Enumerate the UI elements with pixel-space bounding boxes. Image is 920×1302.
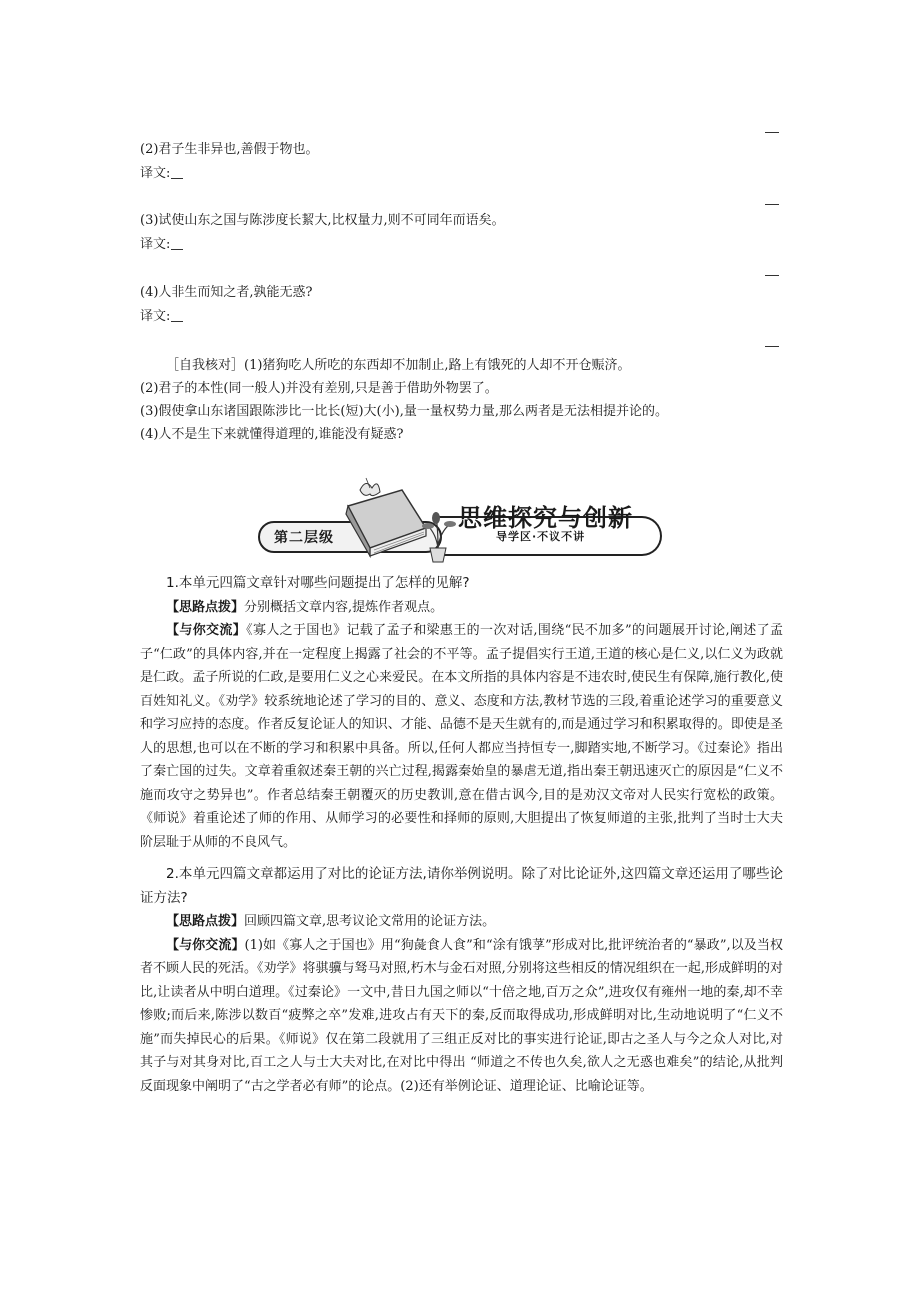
translation-label-text: 译文: <box>140 237 171 252</box>
hint-line <box>140 596 783 620</box>
answer-text: (1)如《寡人之于国也》用“狗彘食人食”和“涂有饿莩”形成对比,批评统治者的“暴政”,以及当权者不顾人民的死活。《劝学》将骐骥与驽马对照,朽木与金石对照,分别将这些相反的情况组织在一起,形成鲜明的对比,让读者从中明白道理。《过秦论》一文中,昔日九国之师以“十倍之地,百万之众”,进攻仅有雍州一地的秦,却不幸惨败;而后来,陈涉以数百“疲弊之卒”发难,进攻占有天下的秦,反而取得成功,形成鲜明对比,生动地说明了“仁义不施”而失掉民心的后果。《师说》仅在第二段就用了三组正反对比的事实进行论证,即古之圣人与今之众人对比,对其子与对其身对比,百工之人与士大夫对比,在对比中得出 “师道之不传也久矣,欲人之无惑也难矣”的结论,从批判反面现象中阐明了“古之学者必有师”的论点。(2)还有举例论证、道理论证、比喻论证等。 <box>140 937 783 1094</box>
answer-line <box>765 204 779 205</box>
translation-label-text: 译文: <box>140 166 171 181</box>
answer-tag: 【与你交流】 <box>166 937 245 953</box>
question-block <box>140 863 783 1098</box>
question-text: 2.本单元四篇文章都运用了对比的论证方法,请你举例说明。除了对比论证外,这四篇文章还运用了哪些论证方法? <box>140 866 783 906</box>
question-text: 1.本单元四篇文章针对哪些问题提出了怎样的见解? <box>166 575 470 591</box>
translation-blank[interactable] <box>171 235 183 250</box>
exercise-sentence: (2)君子生非异也,善假于物也。 <box>140 142 319 157</box>
banner-level: 第二层级 <box>274 530 334 546</box>
translation-blank[interactable] <box>171 164 183 179</box>
translation-blank[interactable] <box>171 307 183 322</box>
hint-tag: 【思路点拨】 <box>166 599 245 615</box>
self-check-line: (4)人不是生下来就懂得道理的,谁能没有疑惑? <box>140 427 404 442</box>
section-banner <box>258 476 662 564</box>
self-check-line: (2)君子的本性(同一般人)并没有差别,只是善于借助外物罢了。 <box>140 381 498 396</box>
exercise-sentence: (4)人非生而知之者,孰能无惑? <box>140 285 313 300</box>
exercise-sentence: (3)试使山东之国与陈涉度长絜大,比权量力,则不可同年而语矣。 <box>140 213 505 228</box>
answer-paragraph <box>140 619 783 854</box>
plant-icon <box>418 504 458 564</box>
hint-line <box>140 910 783 934</box>
answer-tag: 【与你交流】 <box>166 623 247 638</box>
answer-paragraph <box>140 934 783 1099</box>
translation-label <box>140 235 183 255</box>
question-block <box>140 572 783 854</box>
hint-text: 回顾四篇文章,思考议论文常用的论证方法。 <box>244 914 496 929</box>
hint-text: 分别概括文章内容,提炼作者观点。 <box>244 599 444 615</box>
banner-subtitle: 导学区·不议不讲 <box>496 530 586 543</box>
answer-line <box>765 132 779 133</box>
answer-line <box>765 275 779 276</box>
answer-line <box>765 346 779 347</box>
self-check-line: (3)假使拿山东诸国跟陈涉比一比长(短)大(小),量一量权势力量,那么两者是无法相提并论的。 <box>140 404 668 419</box>
banner-title: 思维探究与创新 <box>458 504 633 532</box>
translation-label <box>140 164 183 184</box>
self-check-line: ［自我核对］(1)猪狗吃人所吃的东西却不加制止,路上有饿死的人却不开仓赈济。 <box>166 358 631 373</box>
translation-label-text: 译文: <box>140 309 171 324</box>
answer-text: 《寡人之于国也》记载了孟子和梁惠王的一次对话,围绕“民不加多”的问题展开讨论,阐述了孟子“仁政”的具体内容,并在一定程度上揭露了社会的不平等。孟子提倡实行王道,王道的核心是仁义,以仁义为政就是仁政。孟子所说的仁政,是要用仁义之心来爱民。在本文所指的具体内容是不违农时,使民生有保障,施行教化,使百姓知礼义。《劝学》较系统地论述了学习的目的、意义、态度和方法,教材节选的三段,着重论述学习的重要意义和学习应持的态度。作者反复论证人的知识、才能、品德不是天生就有的,而是通过学习和积累取得的。即使是圣人的思想,也可以在不断的学习和积累中具备。所以,任何人都应当持恒专一,脚踏实地,不断学习。《过秦论》指出了秦亡国的过失。文章着重叙述秦王朝的兴亡过程,揭露秦始皇的暴虐无道,指出秦王朝迅速灭亡的原因是“仁义不施而攻守之势异也”。作者总结秦王朝覆灭的历史教训,意在借古讽今,目的是劝汉文帝对人民实行宽松的政策。《师说》着重论述了师的作用、从师学习的必要性和择师的原则,大胆提出了恢复师道的主张,批判了当时士大夫阶层耻于从师的不良风气。 <box>140 623 783 850</box>
translation-label <box>140 307 183 327</box>
hint-tag: 【思路点拨】 <box>166 914 245 929</box>
